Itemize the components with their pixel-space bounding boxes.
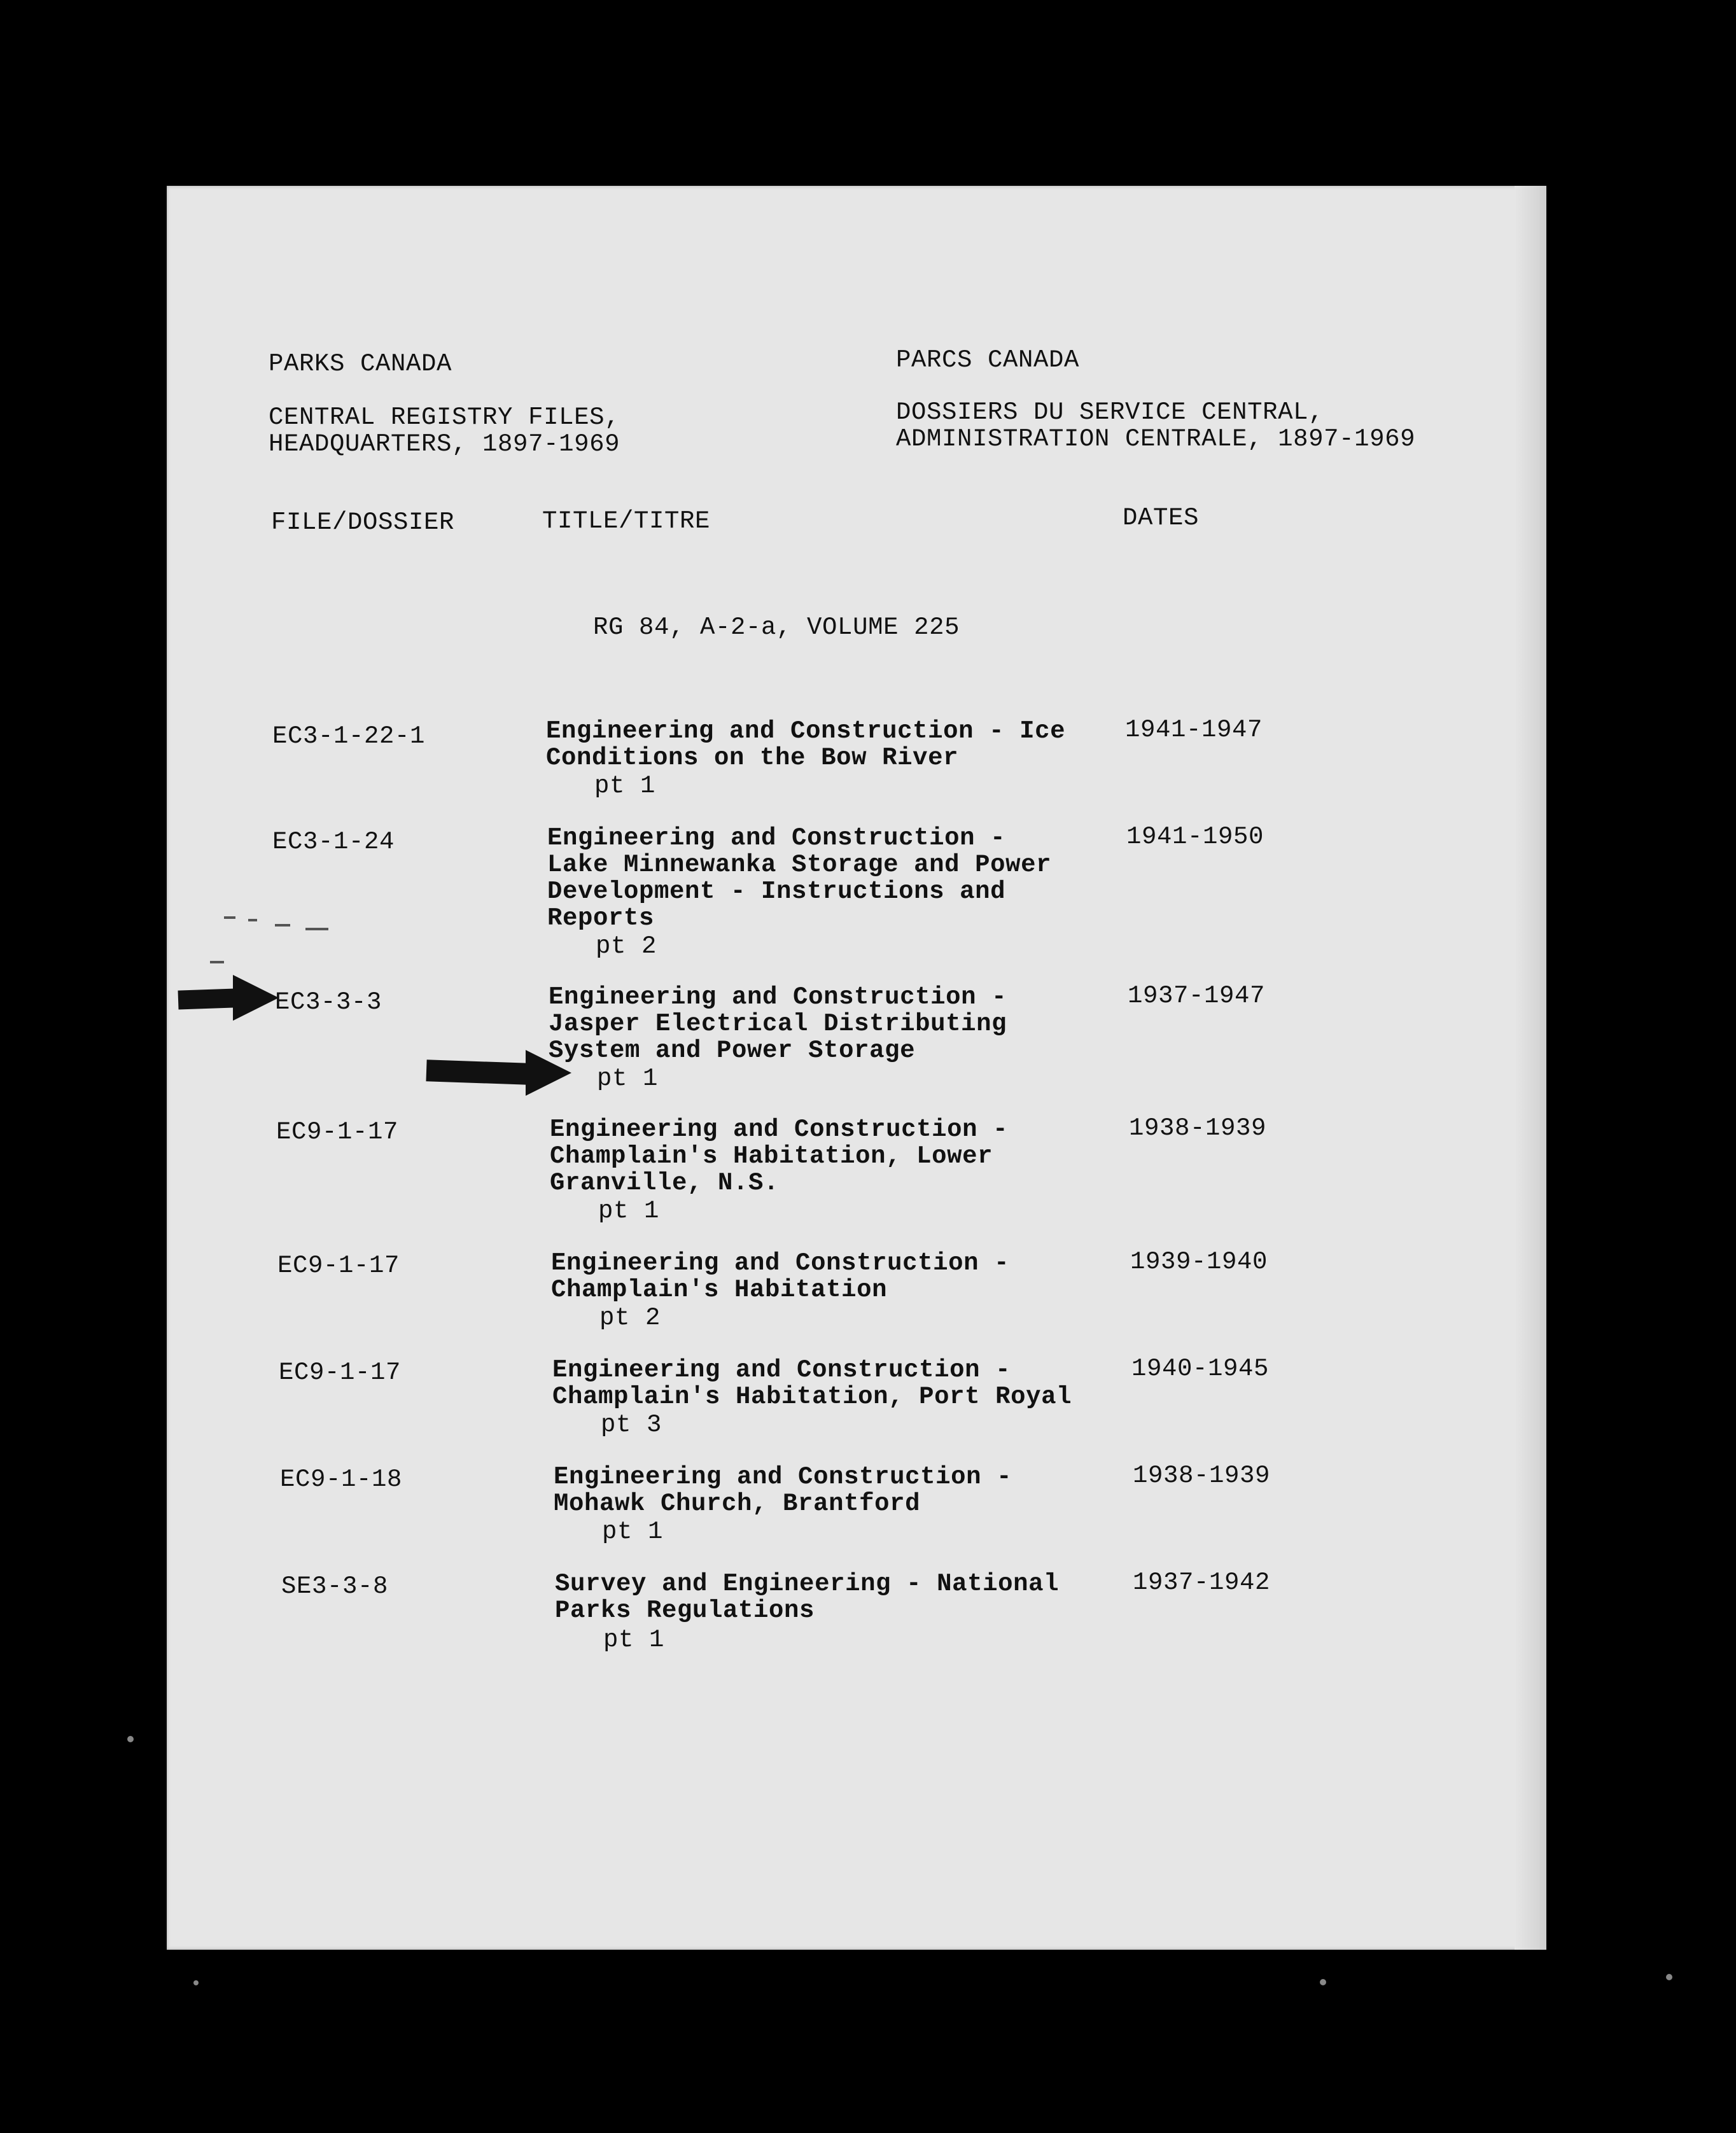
entry-dates: 1939-1940	[1130, 1248, 1268, 1276]
entry-title-line: Development - Instructions and	[547, 878, 1006, 906]
scan-speck	[1320, 1979, 1326, 1985]
header-series-french-line1: DOSSIERS DU SERVICE CENTRAL,	[896, 398, 1324, 426]
entry-file-number: EC9-1-18	[280, 1465, 403, 1493]
scan-speck	[127, 1736, 134, 1742]
entry-part: pt 1	[603, 1626, 665, 1654]
column-header-title: TITLE/TITRE	[542, 507, 711, 535]
entry-file-number: EC9-1-17	[276, 1118, 399, 1146]
entry-dates: 1941-1950	[1126, 823, 1264, 851]
entry-title-line: Engineering and Construction -	[551, 1249, 1010, 1277]
entry-title-line: Conditions on the Bow River	[546, 744, 959, 772]
entry-title-line: Lake Minnewanka Storage and Power	[547, 851, 1052, 879]
scan-speck	[1666, 1974, 1672, 1980]
entry-title-line: Parks Regulations	[555, 1597, 815, 1625]
pencil-mark	[210, 961, 224, 963]
entry-title-line: Engineering and Construction -	[550, 1115, 1009, 1143]
entry-title-line: Survey and Engineering - National	[555, 1570, 1060, 1598]
entry-title-line: Engineering and Construction -	[547, 824, 1006, 852]
pencil-mark	[305, 928, 328, 930]
header-org-english: PARKS CANADA	[269, 350, 452, 378]
entry-file-number: SE3-3-8	[281, 1572, 389, 1600]
entry-dates: 1938-1939	[1133, 1462, 1271, 1490]
volume-heading: RG 84, A-2-a, VOLUME 225	[593, 613, 960, 641]
entry-file-number: EC3-1-22-1	[272, 722, 426, 750]
pencil-mark	[248, 919, 257, 921]
entry-part: pt 1	[602, 1518, 664, 1546]
entry-title-line: Reports	[547, 904, 655, 932]
column-header-dates: DATES	[1123, 504, 1200, 532]
entry-title-line: Granville, N.S.	[550, 1169, 780, 1197]
entry-title-line: Engineering and Construction -	[552, 1356, 1011, 1384]
entry-title-line: System and Power Storage	[549, 1037, 916, 1065]
entry-title-line: Engineering and Construction -	[549, 983, 1007, 1011]
entry-part: pt 3	[601, 1411, 662, 1439]
header-series-english-line2: HEADQUARTERS, 1897-1969	[269, 430, 620, 458]
header-series-english-line1: CENTRAL REGISTRY FILES,	[269, 403, 620, 431]
page-edge-shadow	[1515, 186, 1546, 1950]
pencil-mark	[224, 916, 235, 919]
entry-file-number: EC3-3-3	[275, 988, 382, 1016]
entry-dates: 1937-1947	[1128, 982, 1266, 1010]
header-series-french-line2: ADMINISTRATION CENTRALE, 1897-1969	[896, 425, 1416, 453]
entry-title-line: Engineering and Construction -	[554, 1463, 1012, 1491]
entry-part: pt 1	[594, 772, 656, 800]
scan-speck	[193, 1980, 199, 1985]
entry-part: pt 1	[598, 1197, 660, 1225]
entry-file-number: EC9-1-17	[279, 1359, 402, 1387]
entry-part: pt 2	[596, 932, 657, 960]
entry-title-line: Jasper Electrical Distributing	[549, 1010, 1007, 1038]
entry-title-line: Champlain's Habitation, Port Royal	[552, 1383, 1072, 1411]
entry-title-line: Champlain's Habitation	[551, 1276, 888, 1304]
entry-title-line: Mohawk Church, Brantford	[554, 1490, 921, 1518]
entry-title-line: Champlain's Habitation, Lower	[550, 1142, 993, 1170]
header-org-french: PARCS CANADA	[896, 346, 1080, 374]
entry-part: pt 1	[597, 1065, 659, 1093]
pencil-mark	[275, 924, 290, 927]
entry-dates: 1941-1947	[1125, 716, 1263, 744]
entry-dates: 1938-1939	[1129, 1114, 1267, 1142]
entry-title-line: Engineering and Construction - Ice	[546, 717, 1066, 745]
entry-part: pt 2	[599, 1304, 661, 1332]
entry-file-number: EC9-1-17	[277, 1252, 400, 1280]
entry-dates: 1940-1945	[1131, 1355, 1270, 1383]
entry-dates: 1937-1942	[1133, 1569, 1271, 1597]
column-header-file: FILE/DOSSIER	[271, 508, 455, 536]
entry-file-number: EC3-1-24	[272, 828, 395, 856]
